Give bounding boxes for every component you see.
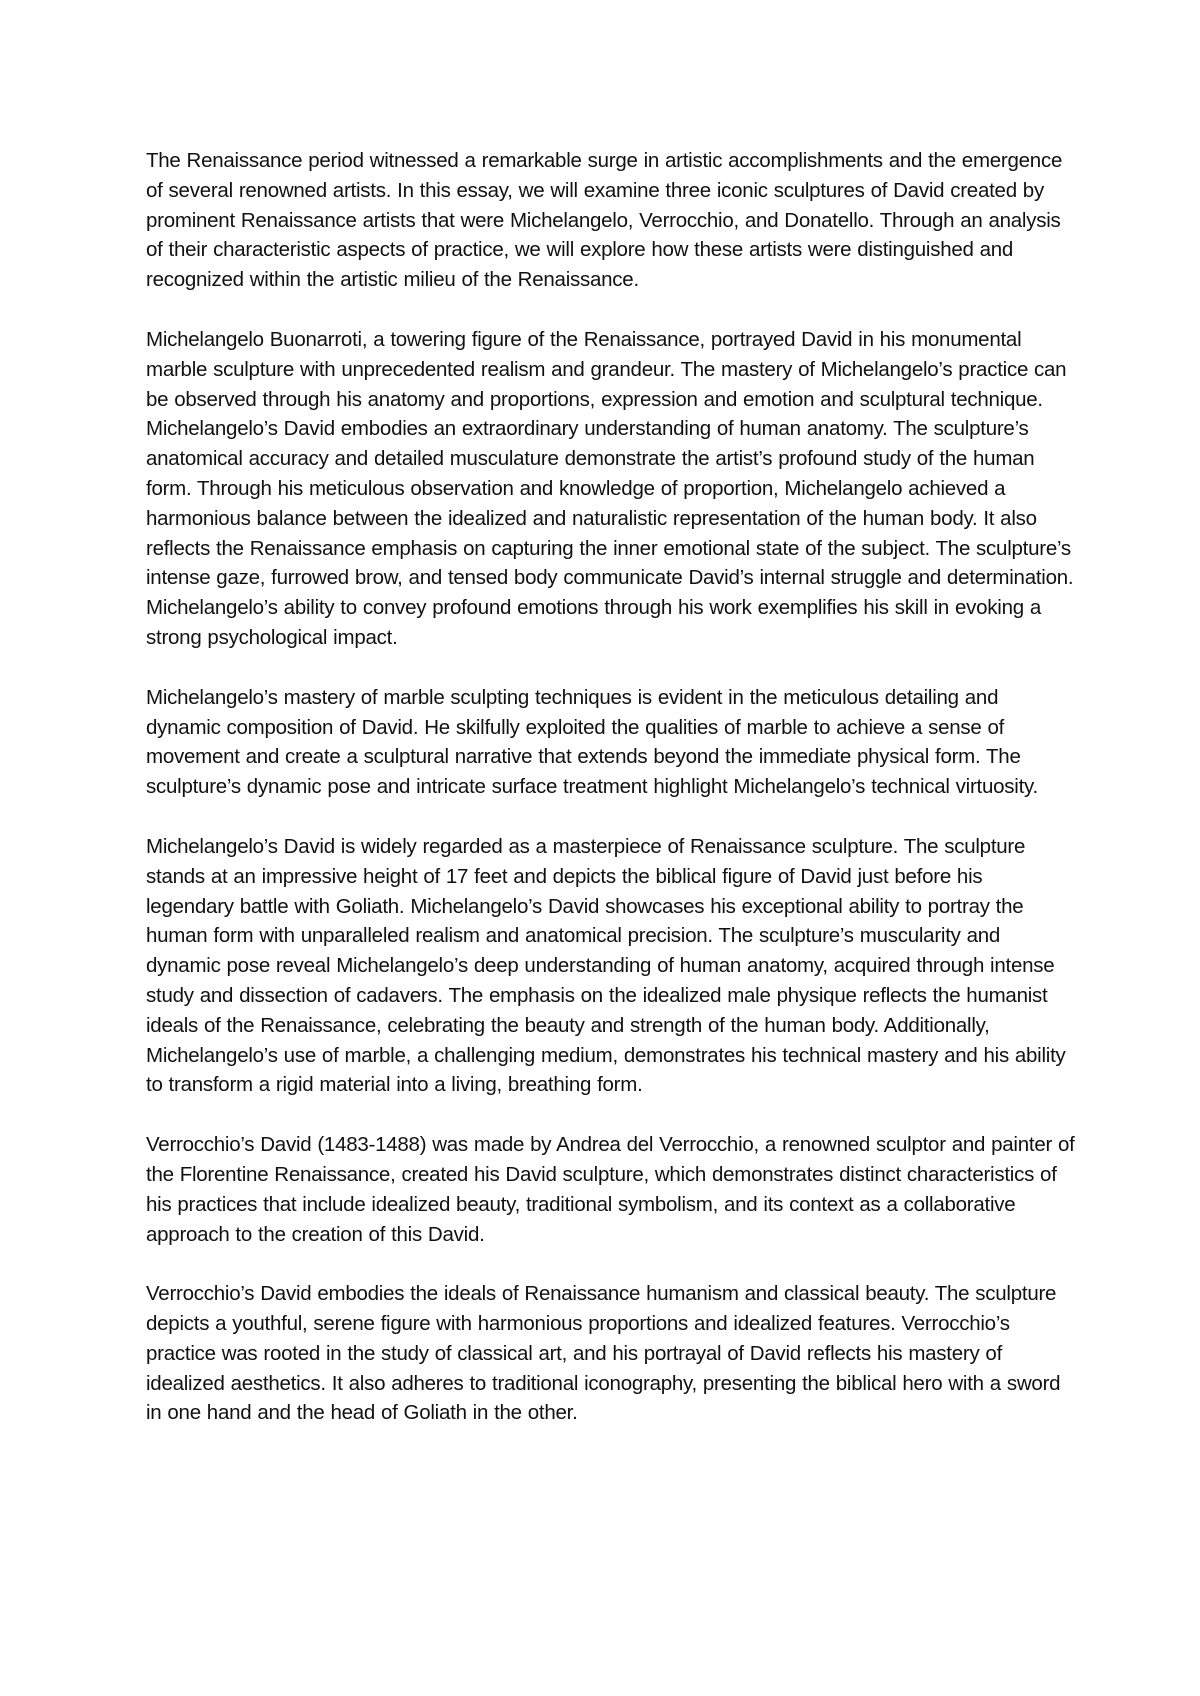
paragraph-michelangelo-overview: Michelangelo Buonarroti, a towering figure of the Renaissance, portrayed David in his monumental marble sculpture with unprecedented realism and grandeur. The mastery of Michelangelo’s practice can be observed through his anatomy and proportions, expression and emotion and sculptural technique. Michelangelo’s David embodies an extraordinary understanding of human anatomy. The sculpture’s anatomical accuracy and detailed musculature demonstrate the artist’s profound study of the human form. Through his meticulous observation and knowledge of proportion, Michelangelo achieved a harmonious balance between the idealized and naturalistic representation of the human body. It also reflects the Renaissance emphasis on capturing the inner emotional state of the subject. The sculpture’s intense gaze, furrowed brow, and tensed body communicate David’s internal struggle and determination. Michelangelo’s ability to convey profound emotions through his work exemplifies his skill in evoking a strong psychological impact. (146, 327, 1074, 649)
paragraph-michelangelo-masterpiece: Michelangelo’s David is widely regarded as a masterpiece of Renaissance sculpture. The sculpture stands at an impressive height of 17 feet and depicts the biblical figure of David just before his legendary battle with Goliath. Michelangelo’s David showcases his exceptional ability to portray the human form with unparalleled realism and anatomical precision. The sculpture’s muscularity and dynamic pose reveal Michelangelo’s deep understanding of human anatomy, acquired through intense study and dissection of cadavers. The emphasis on the idealized male physique reflects the humanist ideals of the Renaissance, celebrating the beauty and strength of the human body. Additionally, Michelangelo’s use of marble, a challenging medium, demonstrates his technical mastery and his ability to transform a rigid material into a living, breathing form. (146, 834, 1066, 1097)
paragraph-intro: The Renaissance period witnessed a remarkable surge in artistic accomplishments and the emergence of several renowned artists. In this essay, we will examine three iconic sculptures of David created by prominent Renaissance artists that were Michelangelo, Verrocchio, and Donatello. Through an analysis of their characteristic aspects of practice, we will explore how these artists were distinguished and recognized within the artistic milieu of the Renaissance. (146, 149, 1063, 292)
paragraph-michelangelo-technique: Michelangelo’s mastery of marble sculpting techniques is evident in the meticulous detailing and dynamic composition of David. He skilfully exploited the qualities of marble to achieve a sense of movement and create a sculptural narrative that extends beyond the immediate physical form. The sculpture’s dynamic pose and intricate surface treatment highlight Michelangelo’s technical virtuosity. (146, 685, 1038, 799)
paragraph-verrocchio-intro: Verrocchio’s David (1483-1488) was made by Andrea del Verrocchio, a renowned sculptor and painter of the Florentine Renaissance, created his David sculpture, which demonstrates distinct characteristics of his practices that include idealized beauty, traditional symbolism, and its context as a collaborative approach to the creation of this David. (146, 1133, 1075, 1246)
document-body (146, 146, 1076, 1458)
paragraph-verrocchio-ideals: Verrocchio’s David embodies the ideals of Renaissance humanism and classical beauty. The sculpture depicts a youthful, serene figure with harmonious proportions and idealized features. Verrocchio’s practice was rooted in the study of classical art, and his portrayal of David reflects his mastery of idealized aesthetics. It also adheres to traditional iconography, presenting the biblical hero with a sword in one hand and the head of Goliath in the other. (146, 1282, 1061, 1425)
